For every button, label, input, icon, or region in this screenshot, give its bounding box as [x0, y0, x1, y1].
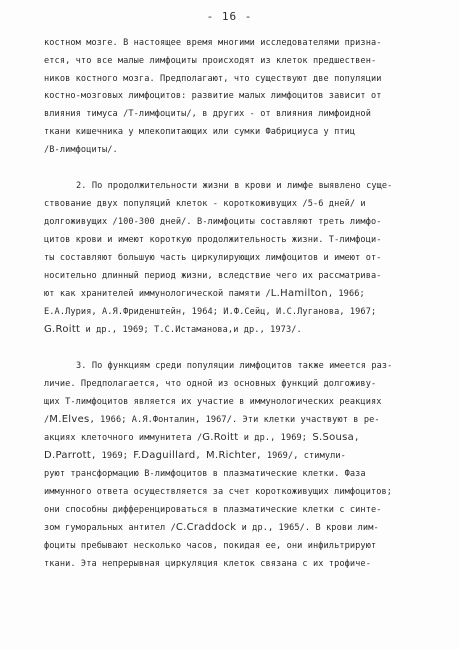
text-segment: /	[44, 415, 50, 425]
handwritten-author: L.Hamilton	[270, 288, 328, 299]
text-line-citation	[44, 433, 359, 443]
text-segment: , 1969/, стимули-	[256, 451, 346, 461]
text-line: костном мозге. В настоящее время многими исследователями признa-	[44, 38, 382, 48]
text-line: ткани. Эта непрерывная циркуляция клеток связана с их трофиче-	[44, 559, 371, 569]
text-segment: , 1969;	[91, 451, 134, 461]
paragraph-3-start: 3. По функциям среди популяции лимфоцитов также имеется раз-	[76, 361, 393, 371]
text-segment: и др., 1965/. В крови лим-	[236, 523, 379, 533]
text-line-citation	[44, 523, 379, 533]
page-number: - 16 -	[206, 10, 253, 23]
text-line: личие. Предполагается, что одной из основных функций долгоживу-	[44, 379, 377, 389]
text-segment: , 1966; А.Я.Фонталин, 1967/. Эти клетки участвуют в ре-	[89, 415, 380, 425]
handwritten-author: M.Richter	[206, 450, 257, 461]
handwritten-author: D.Parrott	[44, 450, 92, 461]
handwritten-author: C.Craddock	[175, 522, 237, 533]
text-line: Е.А.Лурия, А.Я.Фриденштейн, 1964; И.Ф.Сейц, И.С.Луганова, 1967;	[44, 307, 377, 317]
text-line: влияния тимуса /Т-лимфоциты/, в других - от влияния лимфоидной	[44, 109, 371, 119]
text-line: /В-лимфоциты/.	[44, 145, 118, 155]
text-segment: и др., 1969; Т.С.Истаманова,и др., 1973/.	[80, 325, 302, 335]
text-segment: ют как хранителей иммунологической памяти /	[44, 289, 271, 299]
text-line: костно-мозговых лимфоцитов: развитие малых лимфоцитов зависит от	[44, 91, 382, 101]
text-line: ткани кишечника у млекопитающих или сумки Фабрициуса у птиц	[44, 127, 356, 137]
text-segment: акциях клеточного иммунитета /	[44, 433, 203, 443]
text-line: ты составляют большую часть циркулирующих лимфоцитов и имеют от-	[44, 253, 382, 263]
handwritten-author: M.Elves	[49, 414, 90, 425]
text-line: ников костного мозга. Предполагают, что существуют две популяции	[44, 74, 382, 84]
handwritten-author: G.Roitt	[44, 324, 81, 335]
text-line: они способны дифференцироваться в плазматические клетки с синте-	[44, 505, 382, 515]
text-line: щих Т-лимфоцитов является их участие в иммунологических реакциях	[44, 397, 382, 407]
text-line-citation	[44, 325, 302, 335]
text-line-citation	[44, 451, 346, 461]
text-line: носительно длинный период жизни, вследствие чего их рассматрива-	[44, 271, 382, 281]
text-segment: зом гуморальных антител /	[44, 523, 176, 533]
text-line: ствование двух популяций клеток - короткоживущих /5-6 дней/ и	[44, 199, 366, 209]
handwritten-author: G.Roitt	[202, 432, 239, 443]
text-line-citation	[44, 289, 365, 299]
text-line: руют трансформацию В-лимфоцитов в плазматические клетки. Фаза	[44, 469, 366, 479]
text-line: иммунного ответа осуществляется за счет короткоживущих лимфоцитов;	[44, 487, 393, 497]
text-line-citation	[44, 415, 380, 425]
text-segment: ,	[354, 433, 360, 443]
text-line: фоциты пребывают несколько часов, покидая ее, они инфильтрируют	[44, 541, 377, 551]
text-segment: и др., 1969;	[238, 433, 313, 443]
text-segment: , 1966;	[327, 289, 365, 299]
handwritten-author: F.Daguillard	[133, 450, 196, 461]
text-line: долгоживущих /100-300 дней/. В-лимфоциты составляют треть лимфо-	[44, 217, 382, 227]
text-line: цитов крови и имеют короткую продолжительность жизни. Т-лимфоци-	[44, 235, 382, 245]
text-segment: ,	[195, 451, 207, 461]
handwritten-author: S.Sousa	[312, 432, 355, 443]
paragraph-2-start: 2. По продолжительности жизни в крови и лимфе выявлено суще-	[76, 181, 393, 191]
text-line: ется, что все малые лимфоциты происходят из клеток предшествен-	[44, 56, 377, 66]
